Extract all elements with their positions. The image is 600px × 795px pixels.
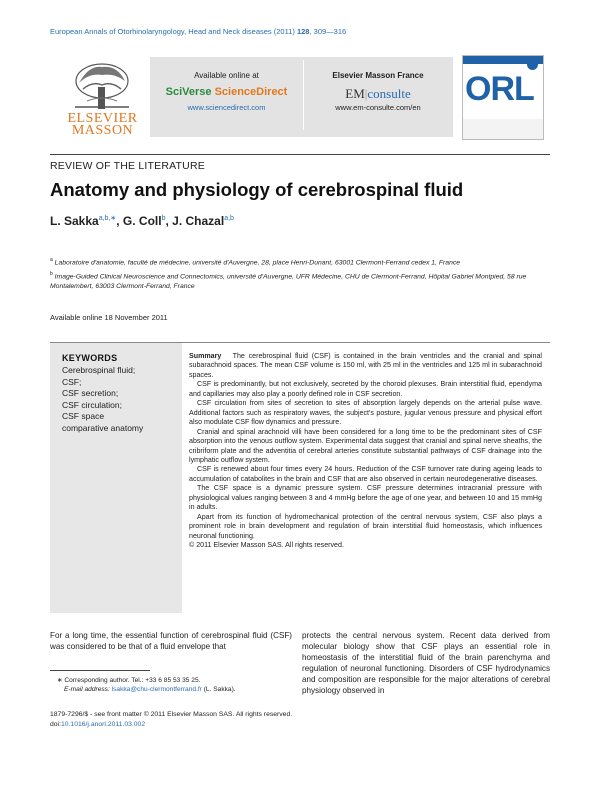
journal-citation-prefix: European Annals of Otorhinolaryngology, Head and Neck diseases (2011)	[50, 27, 295, 36]
body-column-left: For a long time, the essential function of cerebrospinal fluid (CSF) was considered to be that of a fluid envelope that	[50, 631, 292, 651]
publisher-links-band	[150, 57, 453, 137]
email-link[interactable]: lsakka@chu-clermontferrand.fr	[111, 686, 202, 693]
email-note	[64, 686, 236, 693]
header-divider	[50, 154, 550, 155]
sciencedirect-link[interactable]: www.sciencedirect.com	[187, 103, 266, 112]
affiliation-text: Laboratoire d'anatomie, faculté de médecine, université d'Auvergne, 28, place Henri-Dunant, 63001 Clermont-Ferrand cedex 1, France	[54, 259, 461, 267]
affiliation-mark: b	[50, 270, 53, 277]
keyword-item[interactable]: CSF space	[62, 411, 105, 421]
doi-link[interactable]: 10.1016/j.anorl.2011.03.002	[60, 721, 146, 728]
author-name[interactable]: J. Chazal	[172, 214, 225, 228]
em-consulte-link[interactable]: www.em-consulte.com/en	[335, 103, 421, 112]
author-separator: ,	[116, 214, 123, 228]
email-suffix: (L. Sakka).	[201, 686, 236, 693]
corresponding-author-note	[57, 676, 200, 684]
sciverse-sciencedirect-logo[interactable]	[150, 86, 303, 98]
issn-line: 1879-7296/$ - see front matter © 2011 Elsevier Masson SAS. All rights reserved.	[50, 711, 293, 718]
author-separator: ,	[165, 214, 173, 228]
author-name[interactable]: G. Coll	[122, 214, 162, 228]
keyword-item[interactable]: Cerebrospinal fluid;	[62, 365, 136, 375]
elsevier-masson-france-label: Elsevier Masson France	[332, 71, 424, 80]
author-affiliation-mark[interactable]: a,b	[224, 215, 234, 222]
author-name[interactable]: L. Sakka	[50, 214, 99, 228]
abstract-paragraph: CSF is renewed about four times every 24 hours. Reduction of the CSF turnover rate during ageing leads to accumulation of catabolites in the brain and CSF that are also observed in certain neurodegenerative diseases.	[189, 465, 542, 483]
author-list	[50, 214, 234, 228]
abstract-copyright: © 2011 Elsevier Masson SAS. All rights reserved.	[189, 541, 344, 550]
cover-badge-icon	[527, 59, 538, 70]
masson-logo-text: MASSON	[71, 123, 134, 138]
sciverse-text: SciVerse	[165, 86, 212, 98]
band-divider	[303, 60, 304, 130]
author-affiliation-mark[interactable]: b	[161, 215, 166, 222]
elsevier-masson-logo	[55, 57, 150, 137]
em-consulte-logo[interactable]: EM|consulte	[345, 86, 411, 101]
journal-pages: , 309—316	[309, 27, 347, 36]
article-title: Anatomy and physiology of cerebrospinal fluid	[50, 179, 464, 200]
body-column-right: protects the central nervous system. Recent data derived from molecular biology show that CSF plays an essential role in homeostasis of the interstitial fluid of the brain parenchyma and regulation of neuronal functioning. Disorders of CSF hydrodynamics and composition are responsible for the major alterations of cerebral physiology observed in	[302, 631, 550, 695]
affiliation-item	[50, 269, 550, 293]
abstract-text: The cerebrospinal fluid (CSF) is contained in the brain ventricles and the cranial and spinal subarachnoid spaces. The mean CSF volume is 150 ml, with 25 ml in the ventricles and 125 ml in subarachnoid spaces.	[189, 352, 542, 379]
corresponding-author-text: Corresponding author. Tel.: +33 6 85 53 35 25.	[64, 677, 201, 684]
keywords-box	[50, 343, 182, 613]
affiliation-mark: a	[50, 257, 53, 263]
consulte-text: consulte	[367, 86, 411, 101]
keywords-title: KEYWORDS	[62, 353, 118, 363]
sciencedirect-text: ScienceDirect	[214, 86, 288, 98]
author-affiliation-mark[interactable]: a,b,∗	[98, 215, 117, 222]
keyword-item[interactable]: comparative anatomy	[62, 422, 144, 433]
cover-title: ORL	[465, 70, 534, 108]
journal-citation[interactable]	[50, 27, 346, 36]
abstract	[189, 352, 542, 551]
doi-label: doi:	[50, 721, 61, 728]
affiliation-item	[50, 255, 550, 269]
abstract-paragraph: Cranial and spinal arachnoid villi have been considered for a long time to be the predominant sites of CSF absorption into the venous outflow system. Experimental data suggest that cranial and spinal nerve sheaths, the cribriform plate and the adventitia of cerebral arteries constitute substantial pathways of CSF drainage into the lymphatic outflow system.	[189, 427, 542, 464]
abstract-paragraph: CSF circulation from sites of secretion to sites of absorption largely depends on the arterial pulse wave. Additional factors such as respiratory waves, the subject's posture, jugular venous pressure and physical effort also modulate CSF flow dynamics and pressure.	[189, 399, 542, 427]
keyword-item[interactable]: CSF secretion;	[62, 388, 119, 398]
em-text: EM	[345, 86, 365, 101]
footnote-mark: ∗	[57, 677, 63, 684]
cover-bottom-panel	[463, 119, 543, 139]
available-online-label: Available online at	[194, 71, 259, 80]
abstract-label: Summary	[189, 352, 222, 360]
available-online-date: Available online 18 November 2011	[50, 313, 168, 322]
affiliation-text: Image-Guided Clinical Neuroscience and Connectomics, université d'Auvergne, UFR Médecine, CHU de Clermont-Ferrand, Hôpital Gabriel Montpied, 58 rue Montalembert, 63003 Clermont-Ferrand, France	[50, 272, 527, 291]
elsevier-tree-icon	[67, 61, 137, 111]
affiliations	[50, 255, 550, 292]
keyword-item[interactable]: CSF;	[62, 376, 82, 387]
email-label: E-mail address:	[64, 686, 110, 693]
journal-volume: 128	[296, 27, 310, 36]
elsevier-logo-text: ELSEVIER	[67, 111, 138, 126]
abstract-paragraph: CSF is predominantly, but not exclusively, secreted by the choroid plexuses. Brain interstitial fluid, ependyma and capillaries may also play a poorly defined role in CSF secretion.	[189, 380, 542, 398]
keywords-list	[62, 365, 143, 434]
journal-cover-image[interactable]	[462, 55, 544, 140]
abstract-paragraph: Apart from its function of hydromechanical protection of the central nervous system, CSF also plays a prominent role in brain development and regulation of brain interstitial fluid homeostasis, which influences neuronal functioning.	[189, 512, 542, 540]
abstract-paragraph	[189, 352, 542, 380]
keyword-item[interactable]: CSF circulation;	[62, 399, 122, 410]
footnote-divider	[50, 670, 150, 671]
abstract-paragraph: The CSF space is a dynamic pressure system. CSF pressure determines intracranial pressure with physiological values ranging between 3 and 4 mmHg before the age of one year, and between 10 and 15 mmHg in adults.	[189, 484, 542, 512]
article-section-label: REVIEW OF THE LITERATURE	[50, 160, 205, 172]
doi-line	[50, 721, 145, 728]
